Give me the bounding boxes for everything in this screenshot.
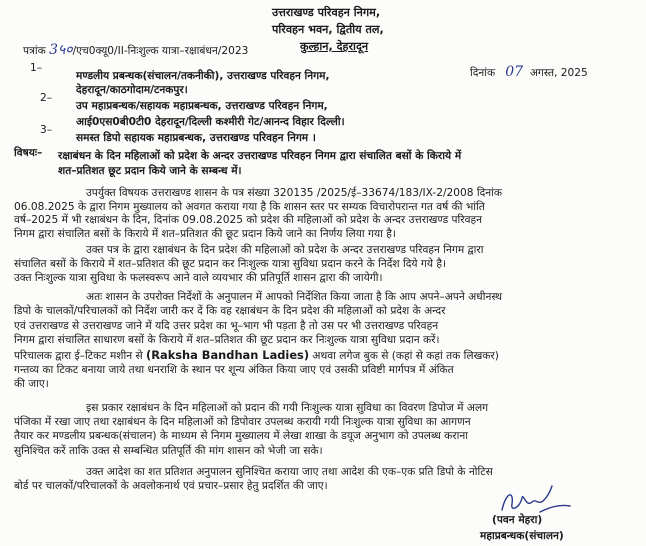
org-name-line1: उत्तराखण्ड परिवहन निगम, bbox=[272, 6, 381, 19]
para3-line6: गन्तव्य का टिकट बनाया जाये तथा धनराशि के स्थान पर शून्य अंकित किया जाए एवं उसकी प्रविष्टी मार्गपत्र में अंकित bbox=[14, 364, 454, 376]
para3-line2: डिपो के चालकों/परिचालकों को निर्देश जारी कर दें कि वह रक्षाबंधन के दिन प्रदेश की महिलाओं को प्रदेश के अन्दर bbox=[14, 305, 446, 317]
reference-line bbox=[23, 44, 248, 58]
date-label: दिनांक bbox=[470, 67, 496, 79]
para2-line1: उक्त पत्र के द्वारा रक्षाबंधन के दिन प्रदेश की महिलाओं को प्रदेश के अन्दर उत्तराखण्ड परिवहन निगम द्वारा bbox=[86, 244, 484, 256]
date-day-handwritten: 07 bbox=[505, 64, 524, 80]
date-rest: अगस्त, 2025 bbox=[529, 67, 588, 79]
para4-line4: सुनिश्चित करें ताकि उक्त से सम्बन्धित प्रतिपूर्ति की मांग शासन को भेजी जा सके। bbox=[14, 445, 323, 457]
subject-label: विषयः– bbox=[14, 147, 43, 159]
para4-line3: तैयार कर मण्डलीय प्रबन्धक(संचालन) के माध्यम से निगम मुख्यालय में लेखा शाखा के डयूज अनुभाग को उपलब्ध कराना bbox=[14, 430, 468, 442]
addressee-2-line2: आई0एस0बी0टी0 देहरादून/दिल्ली कश्मीरी गेट/आनन्द विहार दिल्ली। bbox=[76, 116, 345, 128]
ref-prefix: पत्रांक bbox=[23, 45, 46, 57]
org-name-line2: परिवहन भवन, द्वितीय तल, bbox=[272, 23, 384, 36]
signatory-designation: महाप्रबन्धक(संचालन) bbox=[480, 530, 564, 542]
ref-number-handwritten: 3५० bbox=[49, 42, 73, 58]
ref-suffix: /एच0क्यू0/II-निःशुल्क यात्रा–रक्षाबंधन/2023 bbox=[72, 45, 249, 57]
para1-line3: वर्ष–2025 में भी रक्षाबंधन के दिन, दिनांक 09.08.2025 को प्रदेश की महिलाओं को प्रदेश के अन्दर उत्तराखण्ड परिवहन bbox=[14, 214, 483, 226]
subject-line2: शत–प्रतिशत छूट प्रदान किये जाने के सम्बन्ध में। bbox=[58, 165, 242, 177]
raksha-bandhan-ladies-text: (Raksha Bandhan Ladies) bbox=[146, 348, 310, 362]
para3-line5-post: अथवा लगेज बुक से (कहां से कहां तक लिखकर) bbox=[312, 350, 499, 362]
addressee-1-number: 1– bbox=[30, 62, 43, 74]
addressee-3-number: 3– bbox=[40, 124, 53, 136]
addressee-2-number: 2– bbox=[40, 92, 53, 104]
addressee-3-line1: समस्त डिपो सहायक महाप्रबन्धक, उत्तराखण्ड परिवहन निगम । bbox=[76, 132, 316, 144]
subject-line1: रक्षाबंधन के दिन महिलाओं को प्रदेश के अन्दर उत्तराखण्ड परिवहन निगम द्वारा संचालित बसों के किराये में bbox=[58, 150, 462, 162]
addressee-2-line1: उप महाप्रबन्धक/सहायक महाप्रबन्धक, उत्तराखण्ड परिवहन निगम, bbox=[76, 100, 328, 112]
para3-line4: निगम द्वारा संचालित साधारण बसों के किराये में शत–प्रतिशत की छूट प्रदान कर निःशुल्क यात्रा सुविधा प्रदान करें। bbox=[14, 334, 440, 346]
para3-line5-pre: परिचालक द्वारा ई–टिकट मशीन से bbox=[14, 350, 143, 362]
para1-line1: उपर्युक्त विषयक उत्तराखण्ड शासन के पत्र संख्या 320135 /2025/ई–33674/183/IX-2/2008 दिनांक bbox=[86, 187, 503, 199]
para1-line2: 06.08.2025 के द्वारा निगम मुख्यालय को अवगत कराया गया है कि शासन स्तर पर सम्यक विचारोपरान्त गत वर्ष की भांति bbox=[14, 201, 485, 213]
para2-line2: संचालित बसों के किराये में शत–प्रतिशत की छूट प्रदान कर निःशुल्क यात्रा सुविधा प्रदान करने के निर्देश दिये गये है। bbox=[14, 258, 446, 270]
date-line bbox=[470, 66, 588, 80]
para4-line2: पंजिका में रखा जाए तथा रक्षाबंधन के दिन महिलाओं को डिपोवार उपलब्ध करायी गयी निःशुल्क यात्रा सुविधा का आगणन bbox=[14, 416, 471, 428]
para5-line1: उक्त आदेश का शत प्रतिशत अनुपालन सुनिश्चित कराया जाए तथा आदेश की एक–एक प्रति डिपो के नोटिस bbox=[86, 466, 493, 478]
org-name-line3: कुल्हान, देहरादून bbox=[300, 40, 369, 53]
addressee-1-line1: मण्डलीय प्रबन्धक(संचालन/तकनीकी), उत्तराखण्ड परिवहन निगम, bbox=[76, 70, 330, 82]
signatory-name: (पवन मेहरा) bbox=[492, 514, 543, 526]
para3-line5 bbox=[14, 349, 499, 363]
para3-line1: अतः शासन के उपरोक्त निर्देशों के अनुपालन में आपको निर्देशित किया जाता है कि आप अपने–अपने अधीनस्थ bbox=[86, 291, 503, 303]
para4-line1: इस प्रकार रक्षाबंधन के दिन महिलाओं को प्रदान की गयी निःशुल्क यात्रा सुविधा का विवरण डिपोज में अलग bbox=[86, 402, 489, 414]
para1-line4: निगम द्वारा संचालित बसों के किराये में शत–प्रतिशत की छूट प्रदान किये जाने का निर्णय लिया गया है। bbox=[14, 228, 396, 240]
addressee-1-line2: देहरादून/काठगोदाम/टनकपुर। bbox=[76, 84, 188, 96]
para2-line3: उक्त निःशुल्क यात्रा सुविधा के फलस्वरूप आने वाले व्ययभार की प्रतिपूर्ति शासन द्वारा की जायेगी। bbox=[14, 272, 383, 284]
para3-line7: की जाए। bbox=[14, 378, 49, 390]
para5-line2: बोर्ड पर चालकों/परिचालकों के अवलोकनार्थ एवं प्रचार–प्रसार हेतु प्रदर्शित की जाए। bbox=[14, 480, 328, 492]
para3-line3: एवं उत्तराखण्ड से उत्तराखण्ड जाने में यदि उत्तर प्रदेश का भू–भाग भी पड़ता है तो उस पर भी उत्तराखण्ड परिवहन bbox=[14, 320, 439, 332]
